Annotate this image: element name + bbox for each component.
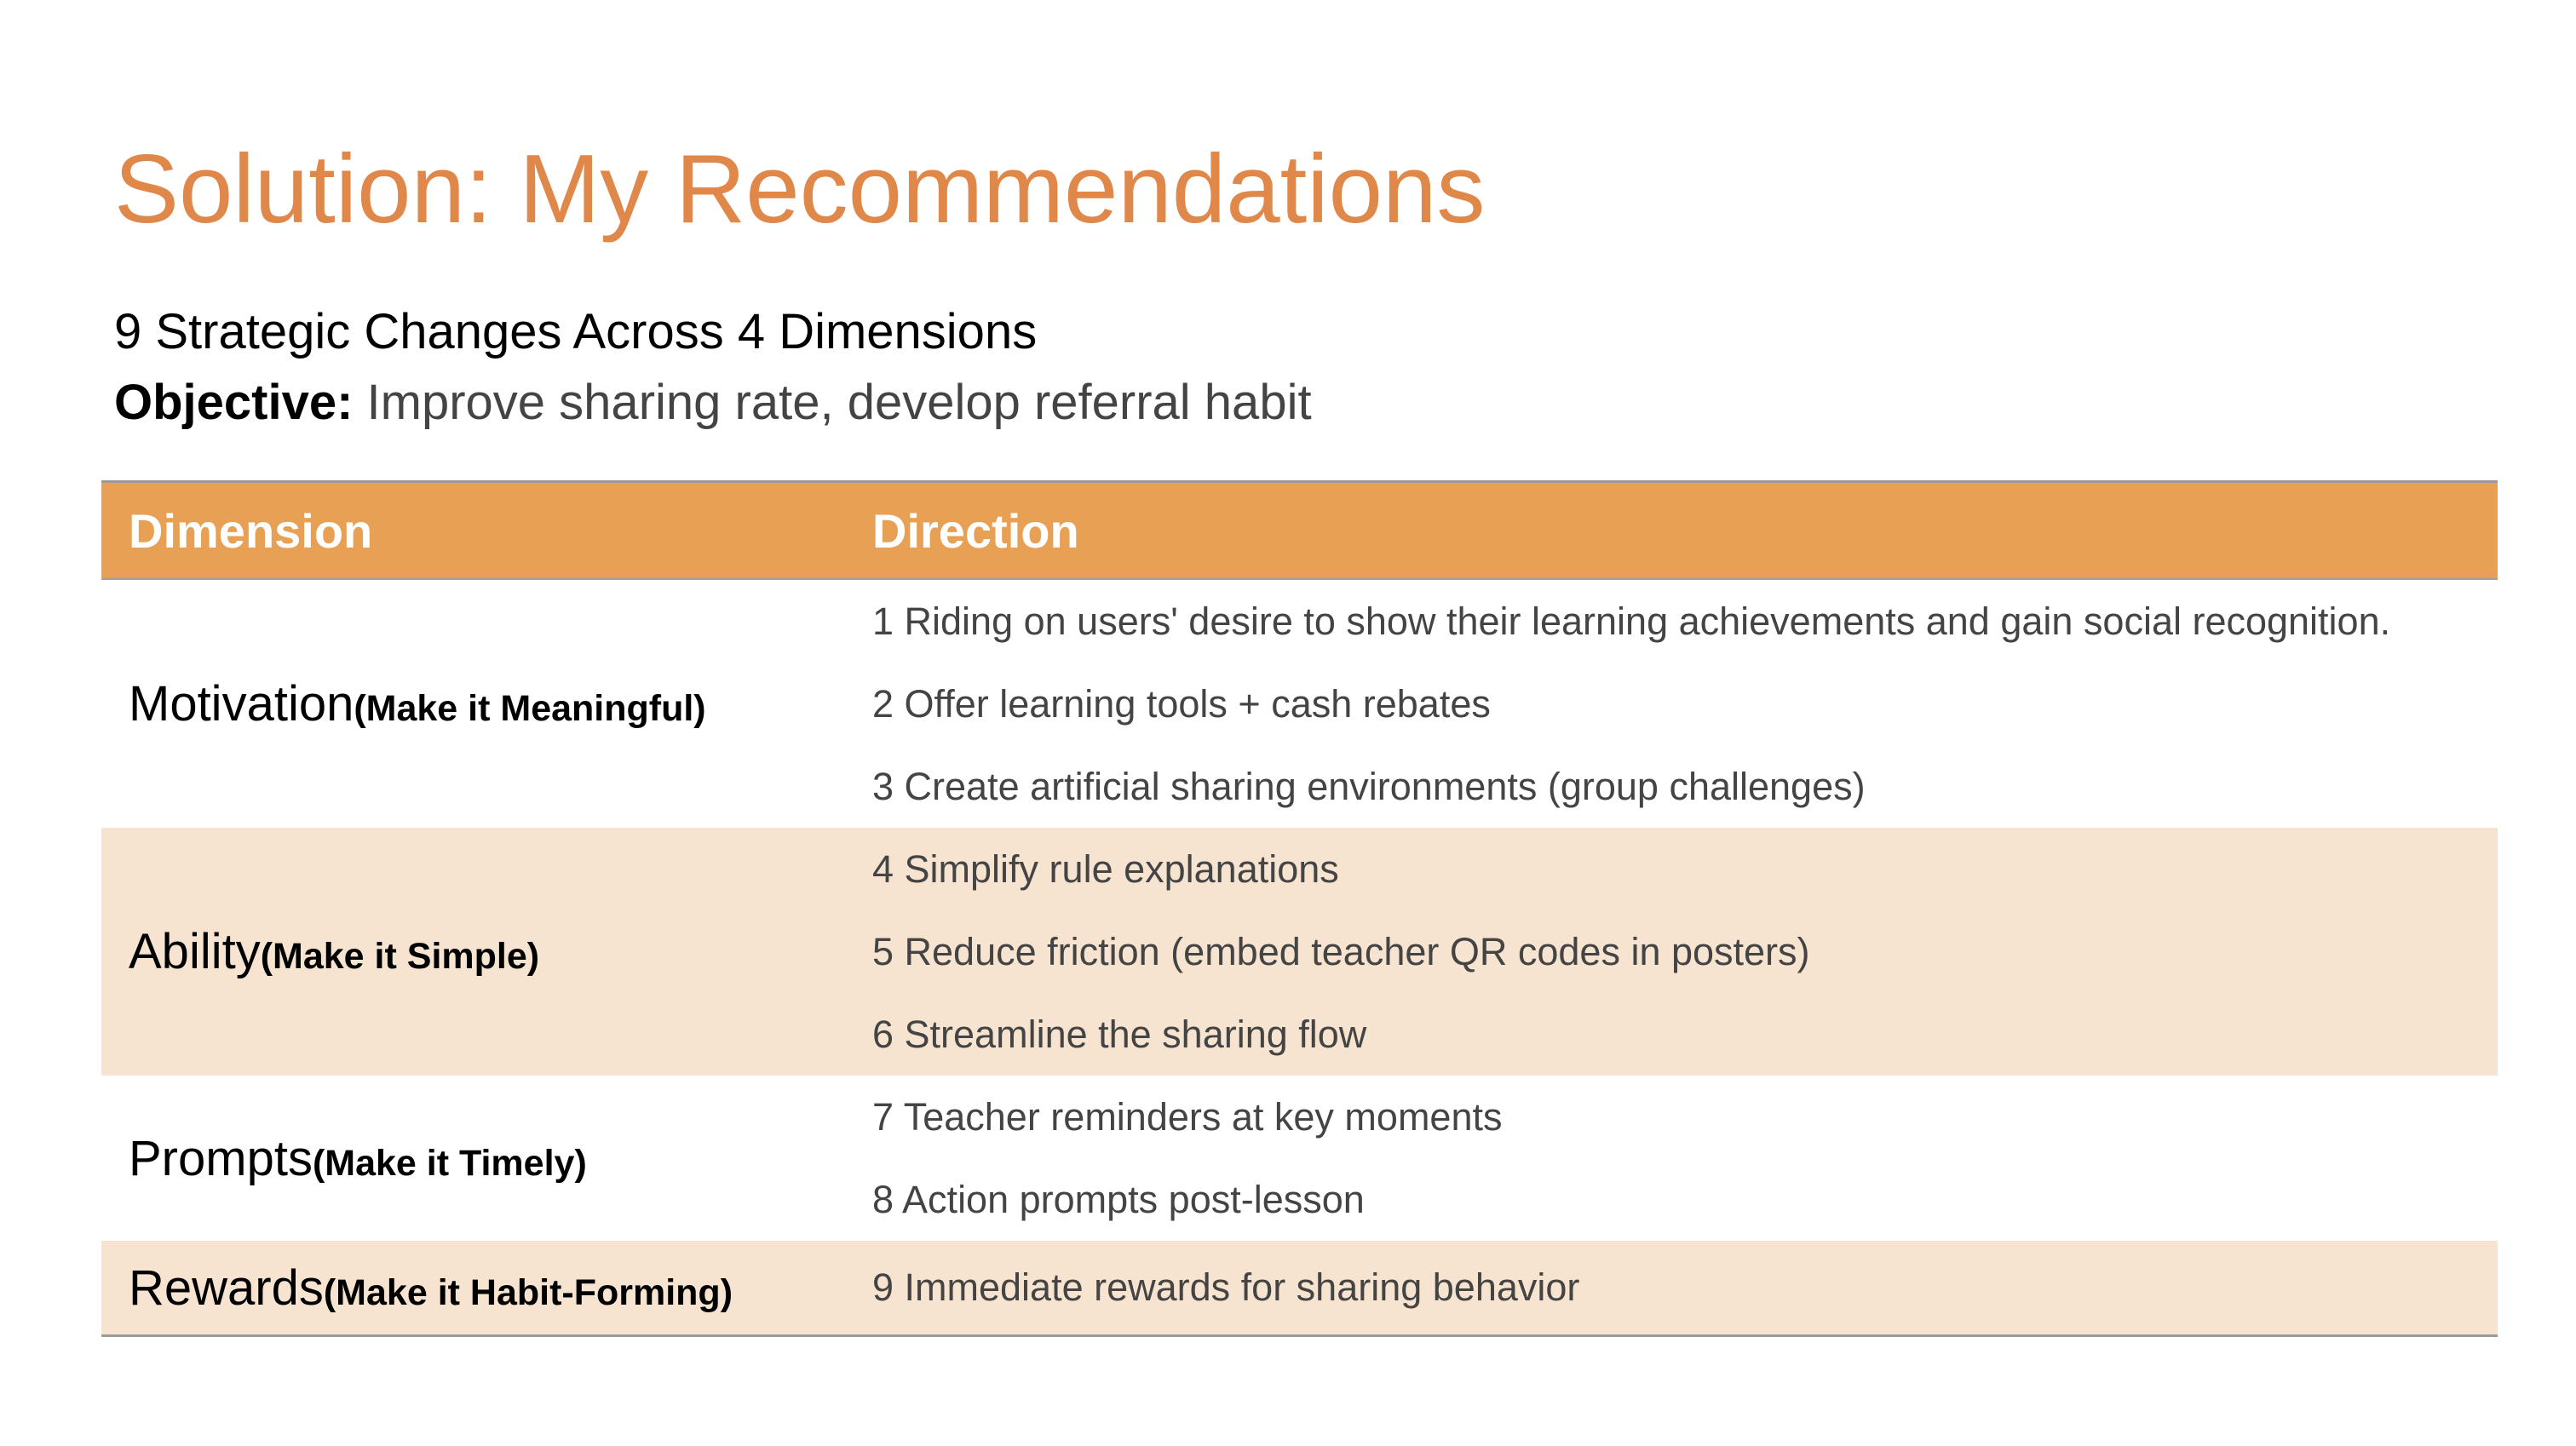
table-row-prompts: [101, 1076, 2498, 1241]
direction-item: 8 Action prompts post-lesson: [872, 1177, 1365, 1221]
direction-cell: [872, 580, 2498, 828]
direction-cell: [872, 1241, 2498, 1334]
direction-item: 2 Offer learning tools + cash rebates: [872, 681, 1491, 726]
dimension-qualifier: (Make it Simple): [260, 936, 540, 977]
objective-label: Objective:: [114, 375, 354, 430]
dimension-cell: [101, 1130, 872, 1187]
header-dimension: Dimension: [129, 503, 373, 558]
dimension-qualifier: (Make it Meaningful): [354, 688, 706, 729]
dimension-qualifier: (Make it Timely): [312, 1142, 587, 1184]
direction-item: 9 Immediate rewards for sharing behavior: [872, 1265, 1580, 1309]
table-row-rewards: [101, 1241, 2498, 1334]
dimension-name: Rewards: [129, 1260, 324, 1316]
table-header: [101, 483, 2498, 580]
dimension-name: Motivation: [129, 676, 354, 732]
slide-subtitle: 9 Strategic Changes Across 4 Dimensions: [114, 304, 1038, 359]
table-row-motivation: [101, 580, 2498, 828]
direction-item: 7 Teacher reminders at key moments: [872, 1094, 1503, 1139]
header-direction: Direction: [872, 503, 1079, 558]
objective-line: [114, 373, 1312, 433]
dimension-cell: [101, 923, 872, 980]
direction-item: 1 Riding on users' desire to show their learning achievements and gain social recognition.: [872, 599, 2391, 643]
direction-cell: [872, 828, 2498, 1076]
dimension-name: Prompts: [129, 1130, 313, 1186]
direction-item: 5 Reduce friction (embed teacher QR codes in posters): [872, 929, 1810, 973]
slide-title: Solution: My Recommendations: [114, 135, 1486, 244]
dimension-qualifier: (Make it Habit-Forming): [323, 1271, 733, 1313]
direction-cell: [872, 1076, 2498, 1241]
direction-item: 4 Simplify rule explanations: [872, 846, 1339, 891]
objective-text: Improve sharing rate, develop referral habit: [353, 375, 1312, 430]
direction-item: 3 Create artificial sharing environments (group challenges): [872, 764, 1866, 808]
direction-item: 6 Streamline the sharing flow: [872, 1012, 1367, 1056]
dimension-name: Ability: [129, 924, 261, 979]
dimension-cell: [101, 675, 872, 732]
table-row-ability: [101, 828, 2498, 1076]
dimension-cell: [101, 1260, 872, 1317]
recommendations-table: [101, 480, 2498, 1337]
